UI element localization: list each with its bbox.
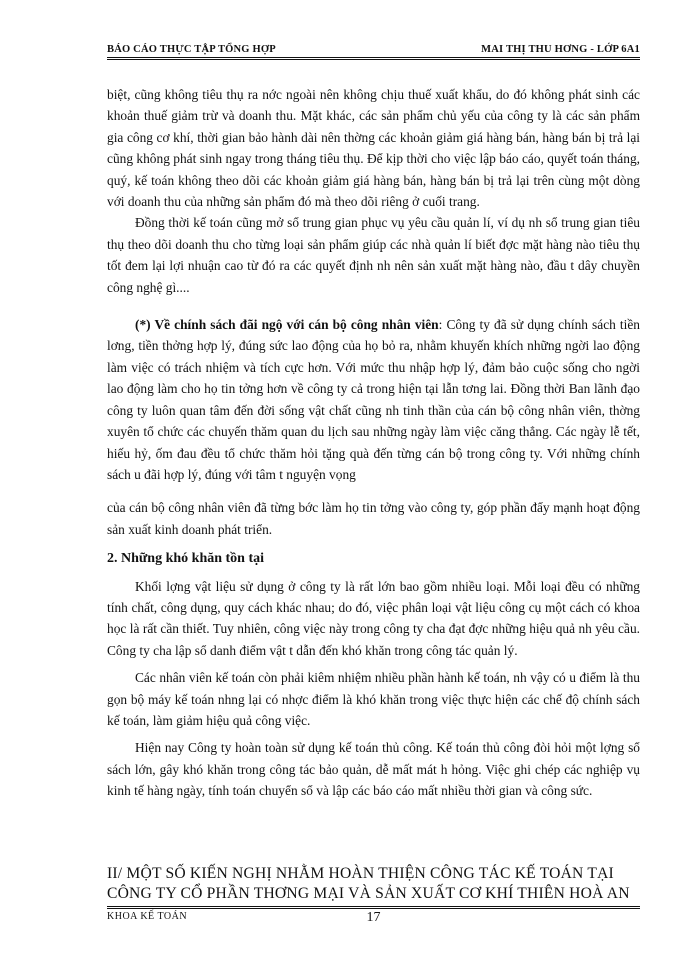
- paragraph-continuation: biệt, cũng không tiêu thụ ra nớc ngoài nên không chịu thuế xuất khẩu, do đó không phát sinh các khoản thuế giảm trừ và doanh thu. Mặt khác, các sản phẩm chủ yếu của công ty là các sản phẩm gia công cơ khí, thời gian bảo hành dài nên thờng các khoản giảm giá hàng bán, hàng bán bị trả lại cũng không phát sinh ngay trong tháng tiêu thụ. Để kịp thời cho việc lập báo cáo, quyết toán tháng, quý, kế toán không theo dõi các khoản giảm giá hàng bán, hàng bán bị trả lại trên cùng một dòng với doanh thu của những sản phẩm đó mà theo dõi riêng ở cuối trang.: [107, 87, 640, 210]
- heading-difficulties: 2. Những khó khăn tồn tại: [107, 551, 265, 567]
- footer-department: KHOA KẾ TOÁN: [107, 911, 188, 922]
- page-header: [107, 44, 640, 60]
- staff-policy-text: : Công ty đã sử dụng chính sách tiền lơng, tiền thởng hợp lý, đúng sức lao động của họ bỏ ra, nhằm khuyến khích những ngời lao động làm việc có trách nhiệm và tích cực hơn. Với mức thu nhập hợp lý, đảm bảo cuộc sống cho ngời lao động làm cho họ tin tởng hơn về công ty cả trong hiện tại lẫn tơng lai. Đồng thời Ban lãnh đạo công ty luôn quan tâm đến đời sống vật chất cũng nh tinh thần của cán bộ công nhân viên, thờng xuyên tổ chức các chuyến thăm quan du lịch sau những ngày làm việc căng thẳng. Các ngày lễ tết, hiếu hỷ, ốm đau đều tổ chức thăm hỏi tặng quà đến từng cán bộ trong công ty. Với những chính sách u đãi hợp lý, đúng với tâm t nguyện vọng: [107, 317, 641, 482]
- page-number: 17: [366, 910, 381, 925]
- paragraph-staff-policy: [107, 314, 640, 485]
- paragraph-manual-accounting: Hiện nay Công ty hoàn toàn sử dụng kế toán thủ công. Kế toán thủ công đòi hỏi một lợng sổ sách lớn, gây khó khăn trong công tác bảo quản, dễ mất mát h hỏng. Việc ghi chép các nghiệp vụ kinh tế hàng ngày, tính toán chuyển sổ và lập các báo cáo mất nhiều thời gian và công sức.: [107, 740, 640, 799]
- header-report-title: BÁO CÁO THỰC TẬP TỔNG HỢP: [107, 44, 276, 55]
- paragraph-staff-workload: Các nhân viên kế toán còn phải kiêm nhiệm nhiều phần hành kế toán, nh vậy có u điểm là thu gọn bộ máy kế toán nhng lại có nhợc điểm là khó khăn trong việc thực hiện các chế độ chính sách kế toán, làm giảm hiệu quả công việc.: [107, 670, 640, 728]
- page-body: [107, 84, 640, 802]
- staff-policy-heading: (*) Về chính sách đãi ngộ với cán bộ công nhân viên: [135, 317, 439, 333]
- section-heading-line-1: II/ MỘT SỐ KIẾN NGHỊ NHẰM HOÀN THIỆN CÔNG TÁC KẾ TOÁN TẠI: [107, 865, 614, 882]
- section-heading-recommendations: [107, 864, 640, 904]
- page-footer: [107, 906, 640, 929]
- paragraph-staff-policy-end: của cán bộ công nhân viên đã từng bớc làm họ tin tởng vào công ty, góp phần đẩy mạnh hoạt động sản xuất kinh doanh phát triển.: [107, 500, 640, 537]
- paragraph-materials: Khối lợng vật liệu sử dụng ở công ty là rất lớn bao gồm nhiều loại. Mỗi loại đều có những tính chất, công dụng, quy cách khác nhau; do đó, việc phân loại vật liệu công cụ một cách có khoa học là rất cần thiết. Tuy nhiên, công việc này trong công ty cha đạt đợc những hiệu quả nh yêu cầu. Công ty cha lập sổ danh điểm vật t dẫn đến khó khăn trong công tác quản lý.: [107, 578, 640, 658]
- header-author-class: MAI THỊ THU HƠNG - LỚP 6A1: [481, 44, 640, 55]
- section-heading-line-2: CÔNG TY CỔ PHẦN THƠNG MẠI VÀ SẢN XUẤT CƠ KHÍ THIÊN HOÀ AN: [107, 885, 630, 902]
- paragraph-intermediate-ledger: Đồng thời kế toán cũng mở sổ trung gian phục vụ yêu cầu quản lí, ví dụ nh sổ trung gian tiêu thụ theo dõi doanh thu cho từng loại sản phẩm giúp các nhà quản lí biết đợc mặt hàng nào tiêu thụ tốt đem lại lợi nhuận cao từ đó ra các quyết định nh nên sản xuất mặt hàng nào, đầu t dây chuyền công nghệ gì....: [107, 215, 640, 295]
